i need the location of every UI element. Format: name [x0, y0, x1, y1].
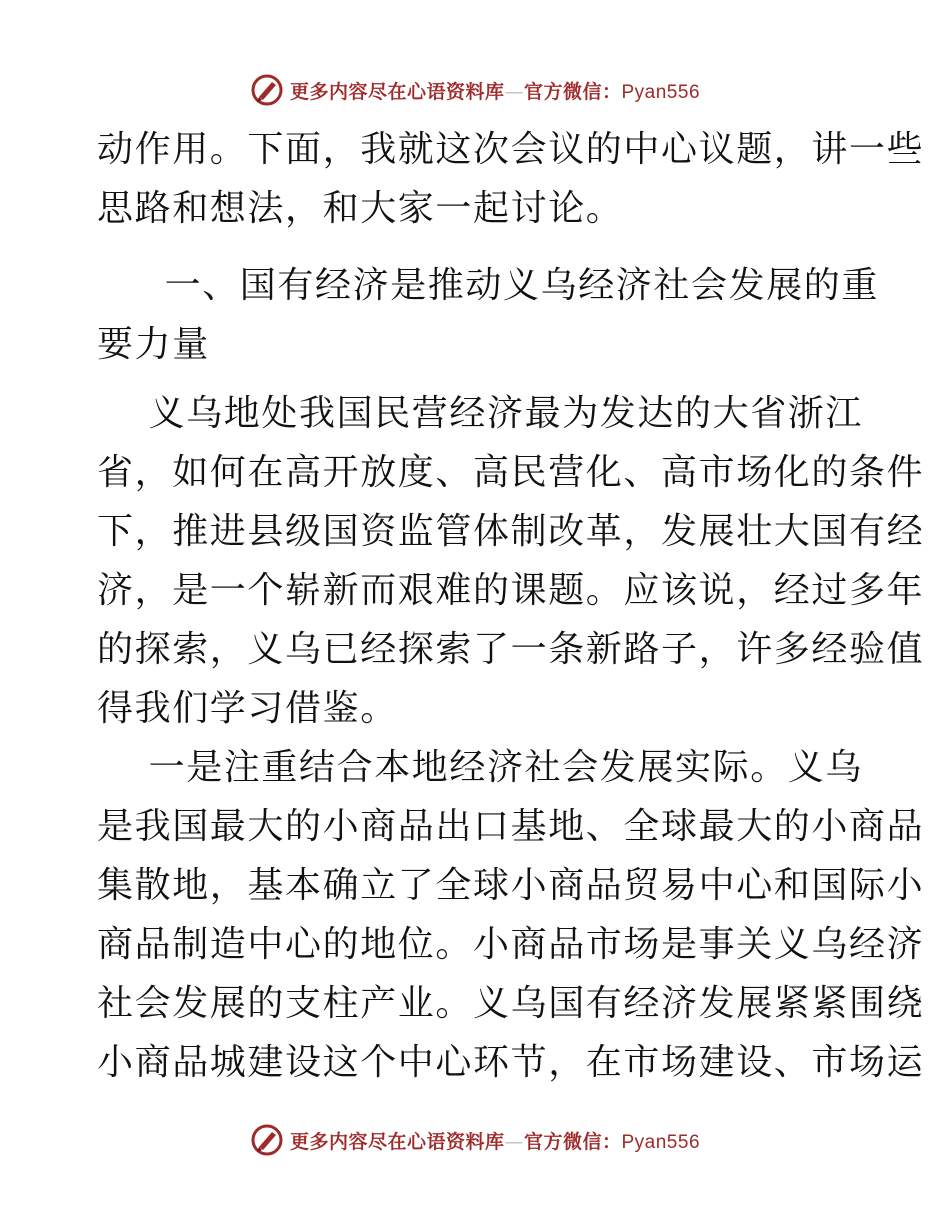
- watermark-separator: —: [504, 80, 524, 103]
- text-line: 小商品城建设这个中心环节，在市场建设、市场运: [97, 1042, 925, 1083]
- text-line: 是我国最大的小商品出口基地、全球最大的小商品: [97, 806, 925, 847]
- text-line: 的探索，义乌已经探索了一条新路子，许多经验值: [97, 629, 925, 670]
- text-line: 义乌地处我国民营经济最为发达的大省浙江: [111, 393, 864, 434]
- text-line: 商品制造中心的地位。小商品市场是事关义乌经济: [97, 924, 925, 965]
- watermark-label: 官方微信：: [523, 1130, 622, 1153]
- text-line: 下，推进县级国资监管体制改革，发展壮大国有经: [97, 511, 925, 552]
- watermark-site: 更多内容尽在心语资料库: [289, 1130, 505, 1153]
- section-heading-line: 一、国有经济是推动义乌经济社会发展的重: [127, 265, 880, 306]
- text-line: 一是注重结合本地经济社会发展实际。义乌: [111, 747, 864, 788]
- text-line: 动作用。下面，我就这次会议的中心议题，讲一些: [97, 129, 925, 170]
- text-line: 省，如何在高开放度、高民营化、高市场化的条件: [97, 452, 925, 493]
- text-line: 社会发展的支柱产业。义乌国有经济发展紧紧围绕: [97, 983, 925, 1024]
- watermark-text: [290, 1127, 700, 1154]
- header-watermark: [0, 68, 950, 112]
- text-line: 思路和想法，和大家一起讨论。: [97, 188, 624, 229]
- section-heading-line: 要力量: [97, 324, 210, 365]
- pen-logo-icon: [250, 1123, 284, 1157]
- watermark-wechat-id: Pyan556: [621, 81, 701, 103]
- watermark-text: [290, 77, 700, 104]
- pen-logo-icon: [250, 73, 284, 107]
- footer-watermark: [0, 1118, 950, 1162]
- watermark-separator: —: [504, 1130, 524, 1153]
- text-line: 集散地，基本确立了全球小商品贸易中心和国际小: [97, 865, 925, 906]
- text-line: 济，是一个崭新而艰难的课题。应该说，经过多年: [97, 570, 925, 611]
- watermark-wechat-id: Pyan556: [621, 1131, 701, 1153]
- watermark-site: 更多内容尽在心语资料库: [289, 80, 505, 103]
- watermark-label: 官方微信：: [523, 80, 622, 103]
- text-line: 得我们学习借鉴。: [97, 688, 398, 729]
